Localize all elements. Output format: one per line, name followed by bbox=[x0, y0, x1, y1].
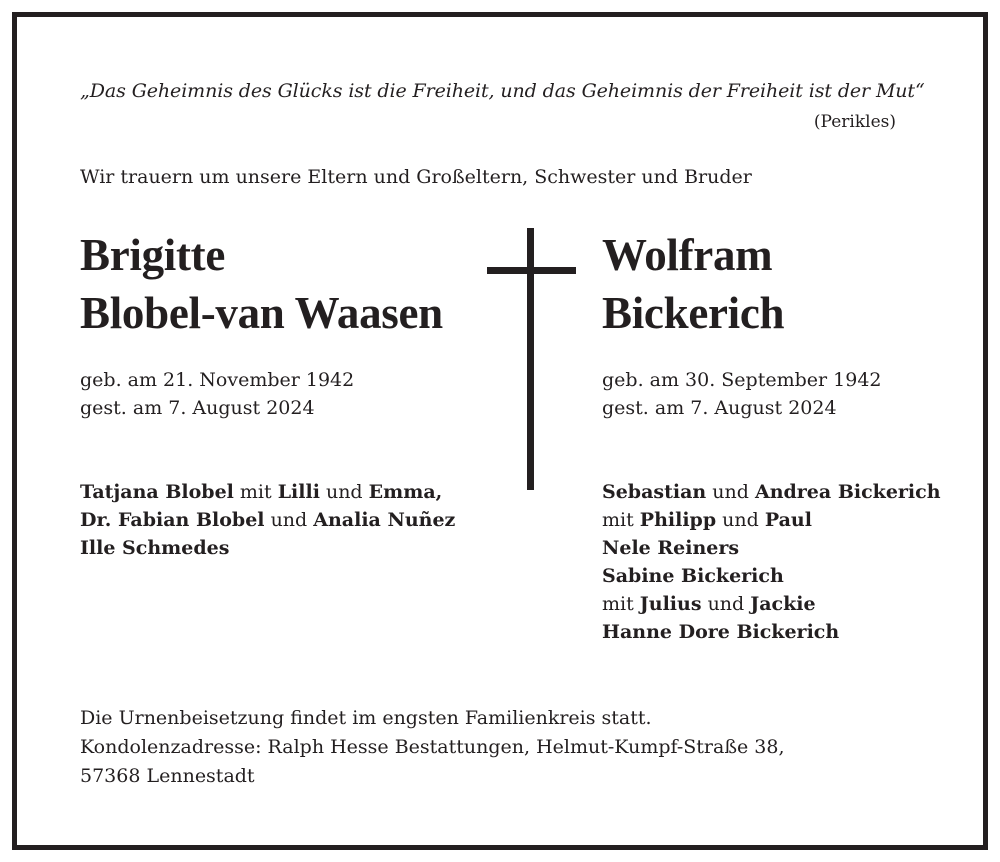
burial-note: Die Urnenbeisetzung findet im engsten Familienkreis statt. bbox=[80, 707, 652, 729]
deceased-right-last-name: Bickerich bbox=[602, 288, 785, 338]
mourner-name: Sebastian bbox=[602, 481, 707, 503]
mourner-name: Emma, bbox=[368, 481, 443, 503]
connector-text: und bbox=[264, 509, 314, 531]
mourner-line bbox=[80, 478, 455, 506]
mourner-line bbox=[80, 506, 455, 534]
deceased-right-dates bbox=[602, 366, 882, 422]
deceased-right-died: gest. am 7. August 2024 bbox=[602, 397, 837, 419]
deceased-left-died: gest. am 7. August 2024 bbox=[80, 397, 315, 419]
mourner-line bbox=[602, 534, 941, 562]
mourner-name: Hanne Dore Bickerich bbox=[602, 621, 840, 643]
mourner-name: Nele Reiners bbox=[602, 537, 740, 559]
connector-text: mit bbox=[602, 593, 640, 615]
intro-text: Wir trauern um unsere Eltern und Großeltern, Schwester und Bruder bbox=[80, 166, 752, 188]
deceased-right-name bbox=[602, 226, 784, 342]
mourner-name: Lilli bbox=[277, 481, 320, 503]
deceased-right-first-name: Wolfram bbox=[602, 230, 773, 280]
deceased-left-first-name: Brigitte bbox=[80, 230, 226, 280]
footer-text bbox=[80, 704, 785, 791]
condolence-city: 57368 Lennestadt bbox=[80, 765, 255, 787]
mourner-name: Jackie bbox=[750, 593, 816, 615]
mourner-line bbox=[80, 534, 455, 562]
condolence-address: Kondolenzadresse: Ralph Hesse Bestattungen, Helmut-Kumpf-Straße 38, bbox=[80, 736, 785, 758]
mourners-right bbox=[602, 478, 941, 646]
mourner-name: Sabine Bickerich bbox=[602, 565, 784, 587]
mourner-name: Andrea Bickerich bbox=[754, 481, 941, 503]
deceased-left-last-name: Blobel-van Waasen bbox=[80, 288, 443, 338]
deceased-right-born: geb. am 30. September 1942 bbox=[602, 369, 882, 391]
mourner-name: Paul bbox=[764, 509, 812, 531]
mourner-name: Philipp bbox=[639, 509, 717, 531]
quote-author: (Perikles) bbox=[813, 112, 896, 132]
mourner-line bbox=[602, 562, 941, 590]
mourners-left bbox=[80, 478, 455, 562]
deceased-left-dates bbox=[80, 366, 354, 422]
connector-text: und bbox=[319, 481, 369, 503]
mourner-name: Tatjana Blobel bbox=[80, 481, 234, 503]
mourner-line bbox=[602, 618, 941, 646]
deceased-left-born: geb. am 21. November 1942 bbox=[80, 369, 355, 391]
connector-text: mit bbox=[602, 509, 640, 531]
mourner-line bbox=[602, 506, 941, 534]
mourner-name: Dr. Fabian Blobel bbox=[80, 509, 265, 531]
mourner-line bbox=[602, 590, 941, 618]
mourner-name: Ille Schmedes bbox=[80, 537, 230, 559]
mourner-name: Julius bbox=[639, 593, 702, 615]
quote-text: „Das Geheimnis des Glücks ist die Freiheit, und das Geheimnis der Freiheit ist der Mut“ bbox=[80, 80, 925, 102]
connector-text: und bbox=[716, 509, 765, 531]
connector-text: und bbox=[706, 481, 755, 503]
connector-text: mit bbox=[233, 481, 278, 503]
cross-icon bbox=[487, 228, 576, 490]
mourner-line bbox=[602, 478, 941, 506]
connector-text: und bbox=[701, 593, 751, 615]
deceased-left-name bbox=[80, 226, 443, 342]
mourner-name: Analia Nuñez bbox=[313, 509, 456, 531]
